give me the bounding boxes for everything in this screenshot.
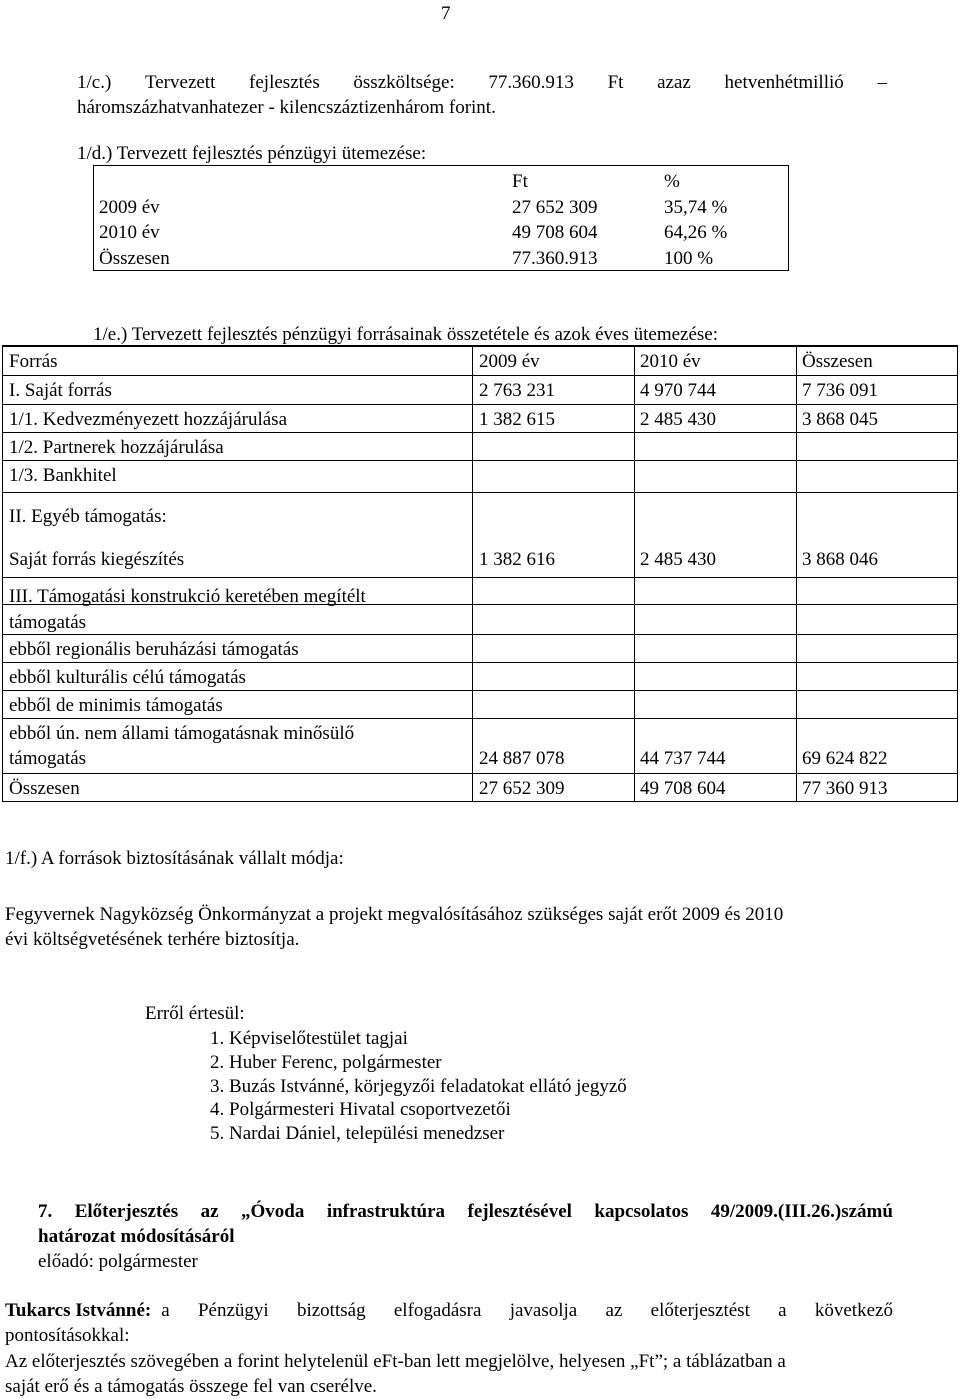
schedule-row-ft: 27 652 309 bbox=[512, 197, 598, 218]
agenda-title-word: „Óvoda bbox=[240, 1201, 305, 1222]
list-item: 3. Buzás Istvánné, körjegyzői feladatokat ellátó jegyző bbox=[210, 1075, 627, 1097]
page-number: 7 bbox=[441, 3, 451, 24]
discussion-word: előterjesztést bbox=[650, 1300, 750, 1321]
schedule-header-percent: % bbox=[664, 171, 680, 192]
agenda-title-word: infrastruktúra bbox=[326, 1201, 446, 1222]
agenda-title-word: 7. bbox=[38, 1201, 53, 1222]
discussion-word: a bbox=[778, 1300, 787, 1321]
discussion-word: Pénzügyi bbox=[197, 1300, 269, 1321]
discussion-word: bizottság bbox=[296, 1300, 366, 1321]
cost-line-1-word: hetvenhétmillió bbox=[724, 72, 844, 93]
row-2009: 1 382 616 bbox=[479, 549, 555, 570]
schedule-table bbox=[93, 165, 789, 271]
non-state-aid-group bbox=[3, 719, 957, 774]
total-2009: 27 652 309 bbox=[479, 778, 565, 799]
table-row bbox=[3, 461, 957, 493]
row-label: ebből ún. nem állami támogatásnak minősülő bbox=[9, 723, 355, 744]
cost-line-1-word: azaz bbox=[657, 72, 691, 93]
header-2009: 2009 év bbox=[479, 351, 540, 372]
row-label: Saját forrás kiegészítés bbox=[9, 549, 185, 570]
agenda-title-word: kapcsolatos bbox=[594, 1201, 689, 1222]
total-row bbox=[3, 774, 957, 801]
row-total: 3 868 046 bbox=[802, 549, 878, 570]
row-label: 1/2. Partnerek hozzájárulása bbox=[9, 437, 224, 458]
cost-line-1-word: – bbox=[877, 72, 887, 93]
funding-method-line-1: Fegyvernek Nagyközség Önkormányzat a projekt megvalósításához szükséges saját erőt 2009 és 2010 bbox=[5, 904, 784, 925]
schedule-row-label: 2010 év bbox=[99, 222, 160, 243]
sources-table bbox=[2, 345, 958, 802]
sources-heading: 1/e.) Tervezett fejlesztés pénzügyi forrásainak összetétele és azok éves ütemezése: bbox=[93, 324, 719, 345]
table-row bbox=[3, 578, 957, 605]
group-title: II. Egyéb támogatás: bbox=[9, 506, 167, 527]
agenda-presenter: előadó: polgármester bbox=[38, 1251, 198, 1272]
schedule-row-ft: 77.360.913 bbox=[512, 248, 598, 269]
row-label: támogatás bbox=[9, 612, 87, 633]
row-label: 1/1. Kedvezményezett hozzájárulása bbox=[9, 409, 287, 430]
table-row bbox=[3, 635, 957, 663]
row-2010: 2 485 430 bbox=[640, 549, 716, 570]
total-2010: 49 708 604 bbox=[640, 778, 726, 799]
row-total: 69 624 822 bbox=[802, 748, 888, 769]
schedule-heading: 1/d.) Tervezett fejlesztés pénzügyi ütemezése: bbox=[77, 143, 427, 164]
header-2010: 2010 év bbox=[640, 351, 701, 372]
cost-line-1 bbox=[77, 71, 887, 95]
total-sum: 77 360 913 bbox=[802, 778, 888, 799]
discussion-line-1 bbox=[5, 1299, 893, 1323]
row-label: III. Támogatási konstrukció keretében megítélt bbox=[9, 586, 366, 607]
total-label: Összesen bbox=[9, 778, 80, 799]
agenda-title-line-1 bbox=[38, 1200, 893, 1224]
discussion-word: javasolja bbox=[509, 1300, 578, 1321]
agenda-title-word: fejlesztésével bbox=[467, 1201, 572, 1222]
row-label: 1/3. Bankhitel bbox=[9, 465, 117, 486]
discussion-word: következő bbox=[814, 1300, 893, 1321]
discussion-line-2: pontosításokkal: bbox=[5, 1325, 130, 1346]
funding-method-line-2: évi költségvetésének terhére biztosítja. bbox=[5, 929, 300, 950]
cost-line-1-word: 77.360.913 bbox=[488, 72, 574, 93]
cost-line-1-word: Tervezett bbox=[144, 72, 216, 93]
header-total: Összesen bbox=[802, 351, 873, 372]
discussion-word: az bbox=[605, 1300, 623, 1321]
row-label: ebből kulturális célú támogatás bbox=[9, 667, 246, 688]
table-row bbox=[3, 405, 957, 433]
row-2009: 24 887 078 bbox=[479, 748, 565, 769]
table-row bbox=[3, 376, 957, 405]
schedule-row-ft: 49 708 604 bbox=[512, 222, 598, 243]
list-item: 4. Polgármesteri Hivatal csoportvezetői bbox=[210, 1099, 511, 1121]
agenda-title-line-2: határozat módosításáról bbox=[38, 1226, 235, 1247]
cost-line-1-word: összköltsége: bbox=[353, 72, 455, 93]
notify-title: Erről értesül: bbox=[145, 1003, 245, 1024]
discussion-word: elfogadásra bbox=[393, 1300, 482, 1321]
agenda-title-word: 49/2009.(III.26.)számú bbox=[710, 1201, 893, 1222]
row-2010: 2 485 430 bbox=[640, 409, 716, 430]
row-label: támogatás bbox=[9, 748, 87, 769]
cost-line-1-word: Ft bbox=[607, 72, 624, 93]
schedule-row-percent: 64,26 % bbox=[664, 222, 728, 243]
row-2009: 2 763 231 bbox=[479, 380, 555, 401]
row-label: ebből de minimis támogatás bbox=[9, 695, 223, 716]
notify-list bbox=[210, 1027, 627, 1146]
table-row bbox=[3, 663, 957, 691]
table-row bbox=[3, 691, 957, 719]
header-source: Forrás bbox=[9, 351, 58, 372]
discussion-line-3: Az előterjesztés szövegében a forint helytelenül eFt-ban lett megjelölve, helyesen „Ft”; a táblázatban a bbox=[5, 1351, 786, 1372]
schedule-row-percent: 35,74 % bbox=[664, 197, 728, 218]
row-label: ebből regionális beruházási támogatás bbox=[9, 639, 299, 660]
discussion-line-1-text bbox=[161, 1299, 893, 1323]
agenda-title-word: Előterjesztés bbox=[74, 1201, 179, 1222]
discussion-line-4: saját erő és a támogatás összege fel van cserélve. bbox=[5, 1376, 377, 1397]
speaker-name: Tukarcs Istvánné: bbox=[5, 1300, 152, 1321]
cost-line-1-word: 1/c.) bbox=[77, 72, 112, 93]
funding-method-heading: 1/f.) A források biztosításának vállalt módja: bbox=[5, 848, 344, 869]
list-item: 5. Nardai Dániel, települési menedzser bbox=[210, 1123, 505, 1144]
cost-line-1-word: fejlesztés bbox=[249, 72, 320, 93]
discussion-word: a bbox=[161, 1300, 170, 1321]
sources-header-row bbox=[3, 347, 957, 376]
schedule-row-label: Összesen bbox=[99, 248, 170, 269]
schedule-row-label: 2009 év bbox=[99, 197, 160, 218]
other-support-group bbox=[3, 493, 957, 578]
row-label: I. Saját forrás bbox=[9, 380, 112, 401]
table-row bbox=[3, 433, 957, 461]
row-2010: 44 737 744 bbox=[640, 748, 726, 769]
list-item: 1. Képviselőtestület tagjai bbox=[210, 1028, 408, 1049]
row-total: 3 868 045 bbox=[802, 409, 878, 430]
row-total: 7 736 091 bbox=[802, 380, 878, 401]
row-2009: 1 382 615 bbox=[479, 409, 555, 430]
table-row bbox=[3, 605, 957, 635]
schedule-row-percent: 100 % bbox=[664, 248, 714, 269]
list-item: 2. Huber Ferenc, polgármester bbox=[210, 1051, 442, 1073]
row-2010: 4 970 744 bbox=[640, 380, 716, 401]
agenda-title-word: az bbox=[200, 1201, 219, 1222]
cost-line-2: háromszázhatvanhatezer - kilencszáztizenhárom forint. bbox=[77, 97, 496, 118]
schedule-header-ft: Ft bbox=[512, 171, 528, 192]
